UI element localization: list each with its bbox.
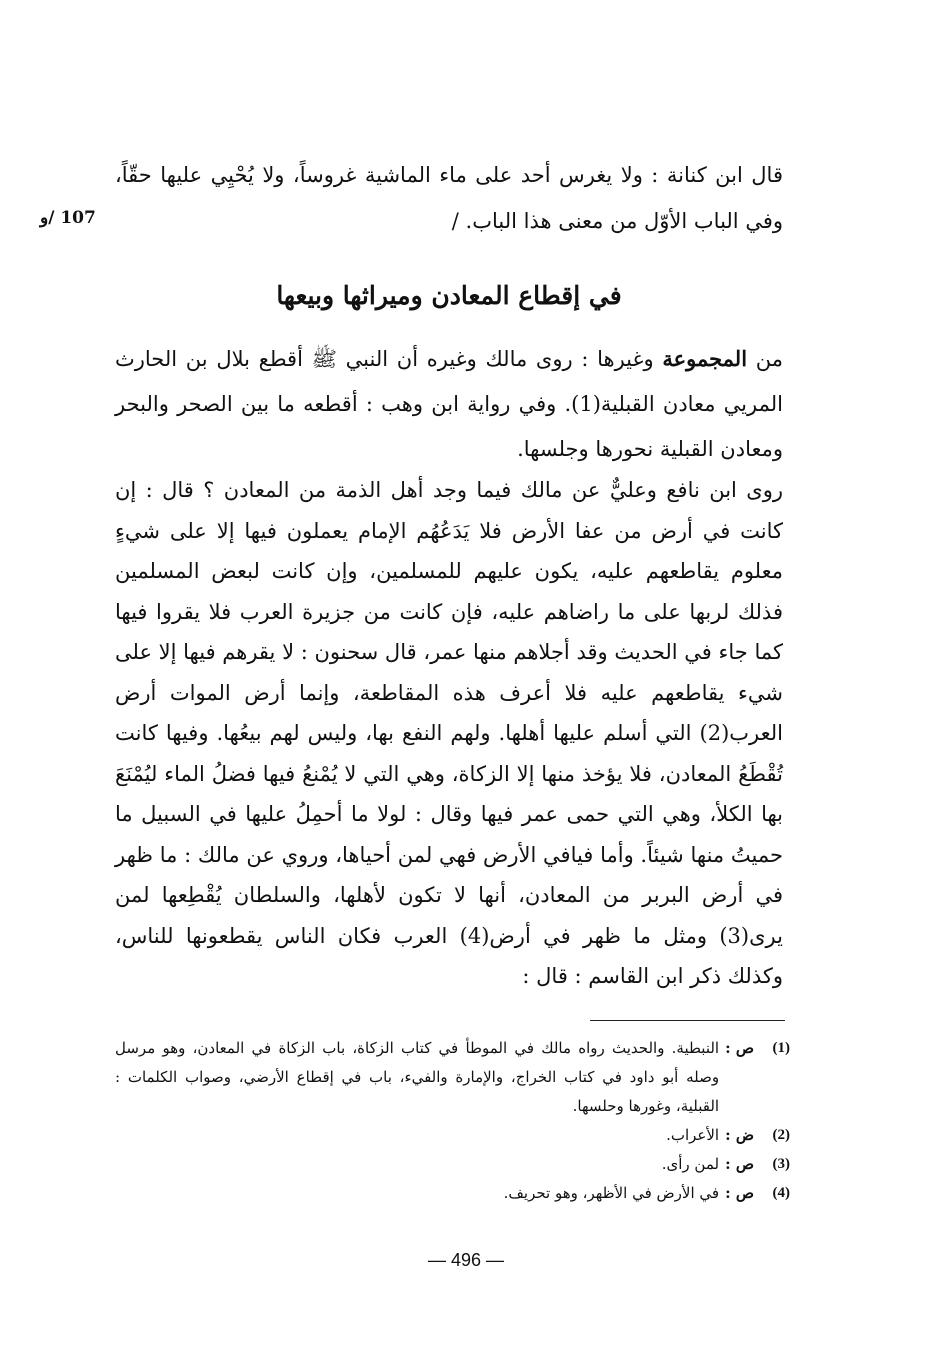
footnote-number: (1)	[772, 1040, 790, 1056]
page-number: — 496 —	[427, 1250, 505, 1270]
paragraph-1	[115, 336, 783, 472]
footnotes	[115, 1034, 790, 1208]
folio-margin-note: 107 /و	[40, 208, 96, 228]
footnote-source: ص :	[725, 1039, 754, 1057]
footnote-text: لمن رأى.	[661, 1155, 720, 1173]
footnote-2	[115, 1121, 790, 1150]
footnote-1	[115, 1034, 790, 1121]
footnote-source: ص :	[725, 1155, 754, 1173]
footnote-source: ص :	[725, 1184, 754, 1202]
footnote-number: (3)	[772, 1156, 790, 1172]
footnote-divider	[590, 1020, 785, 1021]
paragraph-1-source-name: المجموعة	[662, 346, 748, 371]
footnote-number: (2)	[772, 1127, 790, 1143]
paragraph-1-prefix: من	[755, 347, 783, 371]
footnote-text: في الأرض في الأظهر، وهو تحريف.	[503, 1184, 720, 1202]
footnote-3	[115, 1150, 790, 1179]
footnote-source: ض :	[725, 1126, 754, 1144]
paragraph-1-text: وغيرها : روى مالك وغيره أن النبي ﷺ أقطع بلال بن الحارث المريي معادن القبلية(1). وفي رواية ابن وهب : أقطعه ما بين الصحر والبحر ومعادن القبلية نحورها وجلسها.	[115, 347, 783, 461]
footnote-text: النبطية. والحديث رواه مالك في الموطأ في كتاب الزكاة، باب الزكاة في المعادن، وهو مرسل وصله أبو داود في كتاب الخراج، والإمارة والفيء، باب في إقطاع الأرضي، وصواب الكلمات : القبلية، وغورها وحلسها.	[115, 1039, 720, 1115]
section-title: في إقطاع المعادن وميراثها وبيعها	[276, 281, 622, 310]
paragraph-2: روى ابن نافع وعليٌّ عن مالك فيما وجد أهل الذمة من المعادن ؟ قال : إن كانت في أرض من عفا الأرض فلا يَدَعُهُم الإمام يعملون فيها إلا على شيءٍ معلوم يقاطعهم عليه، يكون عليهم للمسلمين، وإن كانت لبعض المسلمين فذلك لربها على ما راضاهم عليه، فإن كانت من جزيرة العرب فلا يقروا فيها كما جاء في الحديث وقد أجلاهم منها عمر، قال سحنون : لا يقرهم فيها إلا على شيء يقاطعهم عليه فلا أعرف هذه المقاطعة، وإنما أرض الموات أرض العرب(2) التي أسلم عليها أهلها. ولهم النفع بها، وليس لهم بيعُها. وفيها كانت تُقْطَعُ المعادن، فلا يؤخذ منها إلا الزكاة، وهي التي لا يُمْنعُ فيها فضلُ الماء ليُمْنَعَ بها الكلأ، وهي التي حمى عمر فيها وقال : لولا ما أحمِلُ عليها في السبيل ما حميتُ منها شيئاً. وأما فيافي الأرض فهي لمن أحياها، وروي عن مالك : ما ظهر في أرض البربر من المعادن، أنها لا تكون لأهلها، والسلطان يُقْطِعها لمن يرى(3) ومثل ما ظهر في أرض(4) العرب فكان الناس يقطعونها للناس، وكذلك ذكر ابن القاسم : قال :	[115, 478, 783, 988]
footnote-text: الأعراب.	[666, 1126, 720, 1144]
intro-paragraph: قال ابن كنانة : ولا يغرس أحد على ماء الماشية غروساً، ولا يُحْيِي عليها حقّاً، وفي الباب الأوّل من معنى هذا الباب. /	[115, 163, 783, 233]
footnote-number: (4)	[772, 1185, 790, 1201]
footnote-4	[115, 1179, 790, 1208]
